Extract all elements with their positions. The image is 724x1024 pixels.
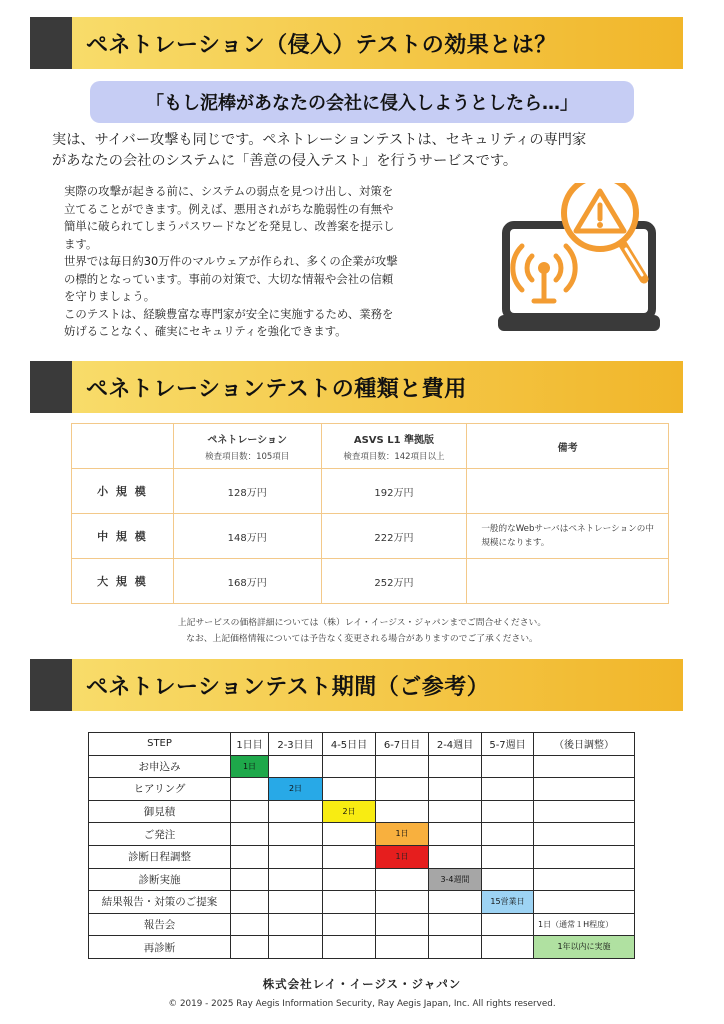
price-penetration: 128万円 (173, 469, 321, 514)
schedule-header-period: 5-7週目 (482, 733, 534, 756)
body-line: 妨げることなく、確実にセキュリティを強化できます。 (64, 324, 347, 338)
header-title: ASVS L1 準拠版 (353, 434, 435, 446)
schedule-step-label: ヒアリング (89, 778, 231, 801)
duration-bar: 2日 (323, 801, 375, 823)
schedule-step-label: 結果報告・対策のご提案 (89, 891, 231, 914)
schedule-header-period: 2-4週目 (429, 733, 482, 756)
section-title: ペネトレーションテスト期間（ご参考） (86, 674, 490, 700)
schedule-empty-cell (323, 868, 376, 891)
table-row (89, 755, 635, 778)
body-line: 簡単に破られてしまうパスワードなどを発見し、改善案を提示し (64, 219, 395, 233)
schedule-empty-cell (269, 800, 323, 823)
schedule-empty-cell (376, 868, 429, 891)
schedule-empty-cell (482, 936, 534, 959)
schedule-empty-cell (482, 778, 534, 801)
schedule-empty-cell (429, 936, 482, 959)
schedule-empty-cell (269, 913, 323, 936)
table-row (89, 891, 635, 914)
table-row (89, 800, 635, 823)
price-note: 一般的なWebサーバはペネトレーションの中規模になります。 (467, 514, 669, 559)
section-title: ペネトレーション（侵入）テストの効果とは？ (86, 32, 557, 58)
section-header-pricing (30, 361, 683, 413)
price-note-contact: 上記サービスの価格詳細については（株）レイ・イージス・ジャパンまでご問合せください。 (177, 618, 547, 628)
intro-line: があなたの会社のシステムに「善意の侵入テスト」を行うサービスです。 (52, 153, 518, 169)
schedule-duration-cell (323, 800, 376, 823)
table-row (89, 913, 635, 936)
price-note (467, 469, 669, 514)
schedule-empty-cell (482, 845, 534, 868)
price-header-penetration (173, 424, 321, 469)
schedule-empty-cell (534, 868, 635, 891)
row-label: 小 規 模 (72, 469, 174, 514)
price-asvs: 252万円 (321, 559, 467, 604)
table-row (72, 559, 669, 604)
schedule-duration-cell (482, 891, 534, 914)
price-header-empty (72, 424, 174, 469)
description-text (64, 183, 468, 341)
schedule-empty-cell (323, 778, 376, 801)
duration-bar: 1日（通常１H程度） (538, 919, 614, 929)
schedule-empty-cell (231, 868, 269, 891)
schedule-empty-cell (323, 891, 376, 914)
price-table (71, 423, 669, 604)
duration-bar: 15営業日 (482, 891, 533, 913)
schedule-step-label: お申込み (89, 755, 231, 778)
schedule-empty-cell (231, 778, 269, 801)
schedule-empty-cell (376, 891, 429, 914)
schedule-empty-cell (269, 936, 323, 959)
schedule-empty-cell (482, 800, 534, 823)
table-row (89, 823, 635, 846)
price-header-asvs (321, 424, 467, 469)
header-title: 備考 (557, 442, 578, 454)
schedule-step-label: 再診断 (89, 936, 231, 959)
table-row (89, 845, 635, 868)
section-title: ペネトレーションテストの種類と費用 (86, 376, 467, 402)
schedule-empty-cell (269, 868, 323, 891)
schedule-empty-cell (429, 891, 482, 914)
duration-bar: 1日 (376, 823, 428, 845)
body-line: の標的となっています。事前の対策で、大切な情報や会社の信頼 (64, 271, 394, 286)
intro-text (52, 130, 682, 172)
table-row (89, 936, 635, 959)
schedule-empty-cell (231, 800, 269, 823)
schedule-duration-cell (376, 845, 429, 868)
schedule-empty-cell (429, 823, 482, 846)
schedule-empty-cell (231, 845, 269, 868)
schedule-duration-cell (534, 936, 635, 959)
schedule-header-period: 6-7日目 (376, 733, 429, 756)
schedule-empty-cell (482, 868, 534, 891)
header-bar (72, 361, 683, 413)
schedule-duration-cell (269, 778, 323, 801)
schedule-step-label: ご発注 (89, 823, 231, 846)
schedule-step-label: 診断日程調整 (89, 845, 231, 868)
schedule-empty-cell (231, 913, 269, 936)
duration-bar: 1日 (231, 756, 268, 778)
schedule-empty-cell (482, 755, 534, 778)
body-line: 世界では毎日約30万件のマルウェアが作られ、多くの企業が攻撃 (64, 254, 398, 268)
schedule-empty-cell (323, 913, 376, 936)
schedule-header-period: （後日調整） (534, 733, 635, 756)
schedule-empty-cell (482, 913, 534, 936)
body-line: 実際の攻撃が起きる前に、システムの弱点を見つけ出し、対策を (64, 184, 394, 198)
body-line: 立てることができます。例えば、悪用されがちな脆弱性の有無や (64, 201, 394, 216)
burglar-question-banner: 「もし泥棒があなたの会社に侵入しようとしたら…」 (90, 81, 634, 123)
table-row (89, 868, 635, 891)
schedule-empty-cell (429, 778, 482, 801)
schedule-duration-cell (429, 868, 482, 891)
schedule-empty-cell (323, 823, 376, 846)
schedule-empty-cell (429, 755, 482, 778)
schedule-header-period: 2-3日目 (269, 733, 323, 756)
price-header-notes (467, 424, 669, 469)
schedule-empty-cell (323, 936, 376, 959)
schedule-empty-cell (534, 755, 635, 778)
section-header-schedule (30, 659, 683, 711)
schedule-step-label: 報告会 (89, 913, 231, 936)
schedule-duration-cell (376, 823, 429, 846)
schedule-duration-cell (231, 755, 269, 778)
schedule-step-label: 診断実施 (89, 868, 231, 891)
schedule-table (88, 732, 635, 959)
schedule-empty-cell (534, 891, 635, 914)
header-accent-block (30, 659, 72, 711)
row-label: 中 規 模 (72, 514, 174, 559)
company-name: 株式会社レイ・イージス・ジャパン (262, 977, 462, 991)
schedule-empty-cell (231, 936, 269, 959)
intro-line: 実は、サイバー攻撃も同じです。ペネトレーションテストは、セキュリティの専門家 (52, 132, 587, 148)
body-line: このテストは、経験豊富な専門家が安全に実施するため、業務を (64, 306, 394, 321)
schedule-empty-cell (534, 845, 635, 868)
schedule-empty-cell (376, 800, 429, 823)
schedule-empty-cell (269, 891, 323, 914)
price-note (467, 559, 669, 604)
broadcast-antenna-icon (513, 246, 575, 301)
duration-bar: 2日 (269, 778, 322, 800)
schedule-empty-cell (376, 913, 429, 936)
schedule-empty-cell (482, 823, 534, 846)
schedule-step-label: 御見積 (89, 800, 231, 823)
schedule-duration-cell (534, 913, 635, 936)
schedule-empty-cell (534, 800, 635, 823)
schedule-header-step: STEP (89, 733, 231, 756)
duration-bar: 3-4週間 (429, 869, 481, 891)
copyright: © 2019 - 2025 Ray Aegis Information Security, Ray Aegis Japan, Inc. All rights reserved. (168, 999, 556, 1009)
schedule-empty-cell (376, 778, 429, 801)
header-bar (72, 17, 683, 69)
schedule-empty-cell (429, 913, 482, 936)
header-sub: 検査項目数：105項目 (205, 451, 290, 462)
table-row (89, 778, 635, 801)
table-row (72, 469, 669, 514)
schedule-empty-cell (323, 845, 376, 868)
schedule-empty-cell (376, 755, 429, 778)
header-accent-block (30, 17, 72, 69)
security-illustration (492, 183, 664, 335)
schedule-header-period: 1日目 (231, 733, 269, 756)
schedule-header-row (89, 733, 635, 756)
section-header-effects (30, 17, 683, 69)
header-title: ペネトレーション (207, 434, 287, 446)
header-sub: 検査項目数：142項目以上 (343, 451, 445, 462)
schedule-empty-cell (323, 755, 376, 778)
body-line: を守りましょう。 (64, 289, 156, 303)
price-penetration: 168万円 (173, 559, 321, 604)
price-asvs: 192万円 (321, 469, 467, 514)
schedule-empty-cell (269, 845, 323, 868)
duration-bar: 1日 (376, 846, 428, 868)
schedule-header-period: 4-5日目 (323, 733, 376, 756)
schedule-empty-cell (429, 800, 482, 823)
schedule-empty-cell (534, 823, 635, 846)
schedule-empty-cell (269, 755, 323, 778)
price-table-header-row (72, 424, 669, 469)
table-row (72, 514, 669, 559)
header-accent-block (30, 361, 72, 413)
schedule-empty-cell (534, 778, 635, 801)
schedule-empty-cell (429, 845, 482, 868)
row-label: 大 規 模 (72, 559, 174, 604)
schedule-empty-cell (269, 823, 323, 846)
schedule-empty-cell (376, 936, 429, 959)
header-bar (72, 659, 683, 711)
duration-bar: 1年以内に実施 (534, 936, 634, 958)
price-penetration: 148万円 (173, 514, 321, 559)
schedule-empty-cell (231, 891, 269, 914)
price-asvs: 222万円 (321, 514, 467, 559)
body-line: ます。 (64, 236, 98, 251)
schedule-empty-cell (231, 823, 269, 846)
price-note-disclaimer: なお、上記価格情報については予告なく変更される場合がありますのでご了承ください。 (186, 634, 538, 644)
